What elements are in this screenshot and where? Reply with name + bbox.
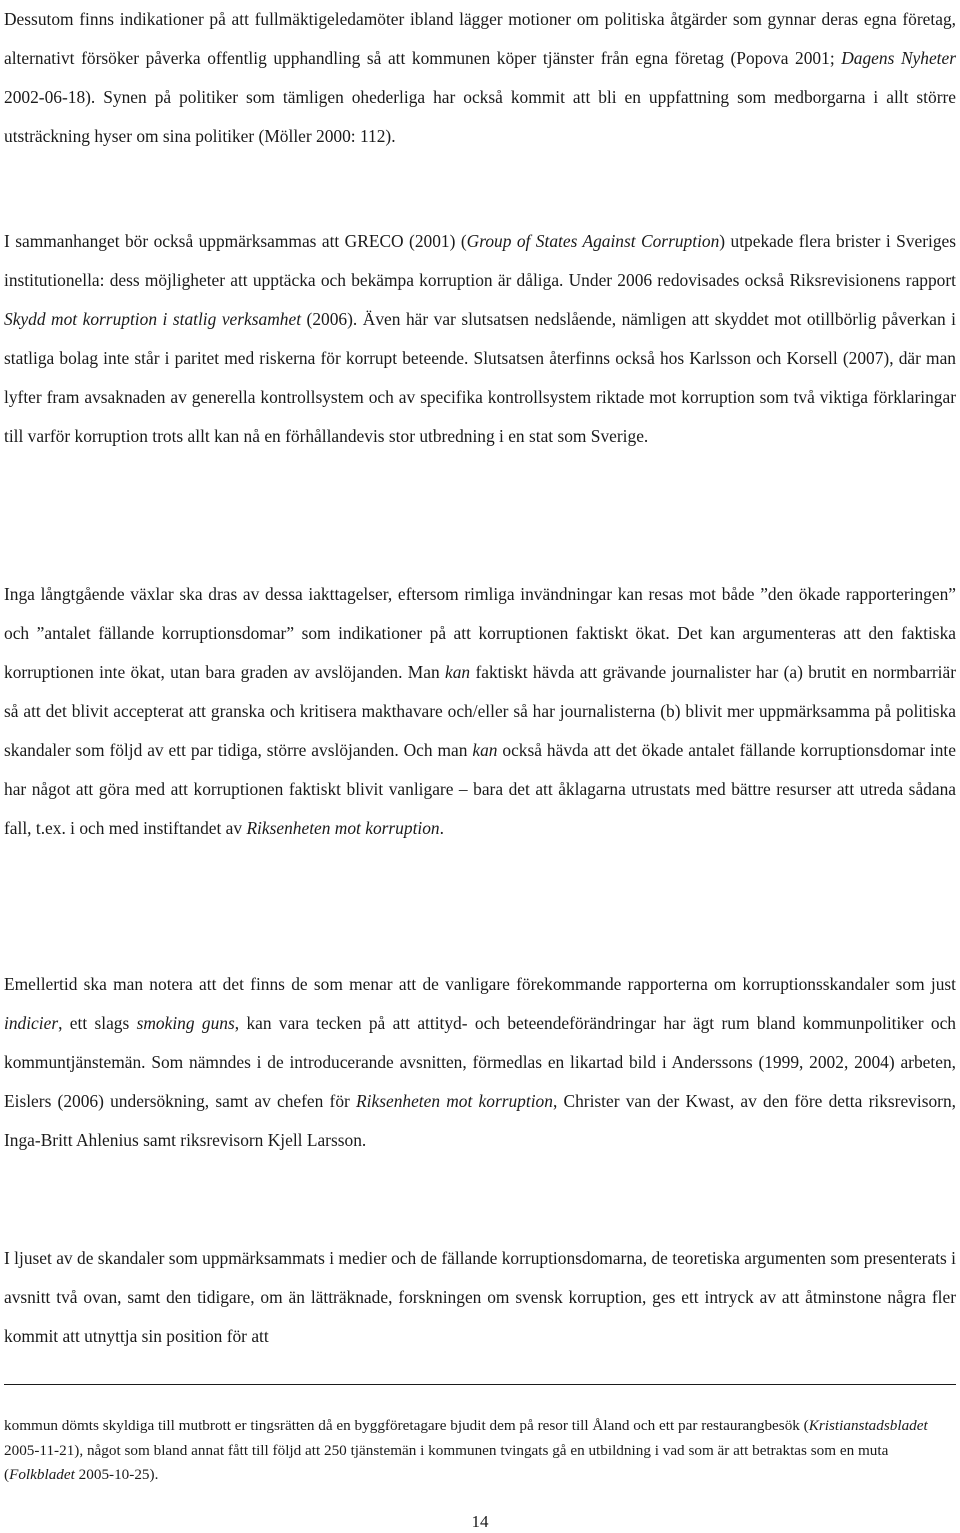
para-5-run-1: I ljuset av de skandaler som uppmärksammats i medier och de fällande korruptionsdomarna, de teoretiska argumenten som presenterats i avsnitt två ovan, samt den tidigare, om än lätträknade, forskningen om svensk korruption, ges ett intryck av att åtminstone några fler kommit att utnyttja sin position för att [4,1248,956,1346]
footnote-run-4: Folkbladet [9,1466,75,1484]
para-2-run-3: ) utpekade flera brister i Sveriges institutionella: dess möjligheter att upptäcka och bekämpa korruption är dåliga. Under 2006 redovisades också Riksrevisionens rapport [4,231,957,290]
footnote-run-3: 2005-11-21), något som bland annat fått till följd att 250 tjänstemän i kommunen tvingats gå en utbildning i vad som är att betraktas som en muta ( [4,1441,889,1484]
para-3-run-7: . [439,818,444,838]
body-paragraph-1 [4,0,956,156]
para-3-run-3: faktiskt hävda att grävande journalister har (a) brutit en normbarriär så att det blivit accepterat att granska och kritisera makthavare och/eller så har journalisterna (b) blivit mer uppmärksamma på politiska skandaler som följd av ett par tidiga, större avslöjanden. Och man [4,662,956,760]
footnote-run-1: kommun dömts skyldiga till mutbrott er tingsrätten då en byggföretagare bjudit dem på resor till Åland och ett par restaurangbesök ( [4,1417,809,1435]
para-3-run-1: Inga långtgående växlar ska dras av dessa iakttagelser, eftersom rimliga invändningar kan resas mot både ”den ökade rapporteringen” och ”antalet fällande korruptionsdomar” som indikationer på att korruptionen faktiskt ökat. Det kan argumenteras att den faktiska korruptionen inte ökat, utan bara graden av avslöjanden. Man [4,584,956,682]
para-2-run-2: Group of States Against Corruption [466,231,720,251]
para-3-run-4: kan [472,740,498,760]
body-paragraph-2 [4,222,956,456]
body-paragraph-4 [4,965,956,1160]
para-2-run-1: I sammanhanget bör också uppmärksammas att GRECO (2001) ( [4,231,467,251]
para-4-run-5: , kan vara tecken på att attityd- och beteendeförändringar har ägt rum bland kommunpolitiker och kommuntjänstemän. Som nämndes i de introducerande avsnitten, förmedlas en likartad bild i Anderssons (1999, 2002, 2004) arbeten, Eislers (2006) undersökning, samt av chefen för [4,1013,956,1111]
body-paragraph-5 [4,1239,956,1356]
para-4-run-3: , ett slags [58,1013,137,1033]
para-3-run-5: också hävda att det ökade antalet fällande korruptionsdomar inte har något att göra med att korruptionen faktiskt blivit vanligare – bara det att åklagarna utrustats med bättre resurser att utreda sådana fall, t.ex. i och med instiftandet av [4,740,956,838]
footnote-run-5: 2005-10-25). [74,1466,159,1484]
footnote-run-2: Kristianstadsbladet [808,1417,928,1435]
body-paragraph-3 [4,575,956,848]
para-3-run-6: Riksenheten mot korruption [246,818,440,838]
footnote-separator [4,1384,956,1385]
para-4-run-7: , Christer van der Kwast, av den före detta riksrevisorn, Inga-Britt Ahlenius samt riksrevisorn Kjell Larsson. [4,1091,956,1150]
para-4-run-6: Riksenheten mot korruption [356,1091,553,1111]
para-1-run-2: Dagens Nyheter [841,48,956,68]
para-2-run-4: Skydd mot korruption i statlig verksamhet [4,309,302,329]
footnote [4,1414,956,1488]
para-3-run-2: kan [445,662,471,682]
page-number: 14 [471,1512,489,1531]
para-4-run-2: indicier [4,1013,59,1033]
para-4-run-4: smoking guns [136,1013,235,1033]
para-1-run-3: 2002-06-18). Synen på politiker som tämligen ohederliga har också kommit att bli en uppfattning som medborgarna i allt större utsträckning hyser om sina politiker (Möller 2000: 112). [4,87,956,146]
para-4-run-1: Emellertid ska man notera att det finns de som menar att de vanligare förekommande rapporterna om korruptionsskandaler som just [4,974,956,994]
para-1-run-1: Dessutom finns indikationer på att fullmäktigeledamöter ibland lägger motioner om politiska åtgärder som gynnar deras egna företag, alternativt försöker påverka offentlig upphandling så att kommunen köper tjänster från egna företag (Popova 2001; [4,9,956,68]
para-2-run-5: (2006). Även här var slutsatsen nedslående, nämligen att skyddet mot otillbörlig påverkan i statliga bolag inte står i paritet med riskerna för korrupt beteende. Slutsatsen återfinns också hos Karlsson och Korsell (2007), där man lyfter fram avsaknaden av generella kontrollsystem och av specifika kontrollsystem riktade mot korruption som två viktiga förklaringar till varför korruption trots allt kan nå en förhållandevis stor utbredning i en stat som Sverige. [4,309,956,446]
